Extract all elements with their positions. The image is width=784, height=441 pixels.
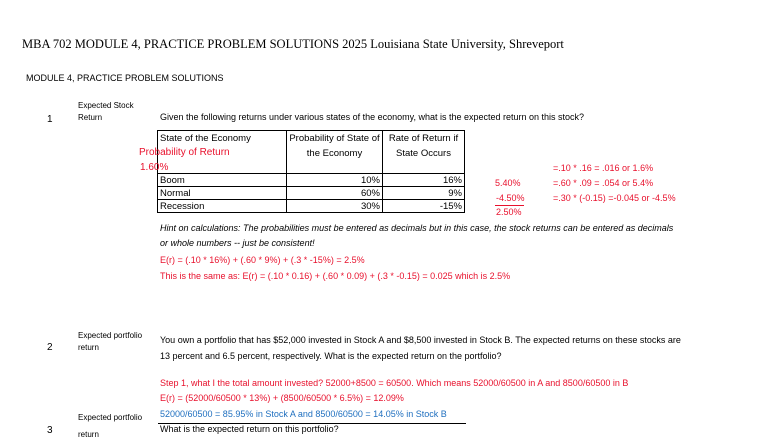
prob-cell: 10%	[287, 174, 383, 187]
rate-cell: 16%	[383, 174, 465, 187]
product-normal: 5.40%	[495, 178, 521, 188]
q2-step2: E(r) = (52000/60500 * 13%) + (8500/60500 * 6.5%) = 12.09%	[160, 393, 404, 403]
formula-2: This is the same as: E(r) = (.10 * 0.16) + (.60 * 0.09) + (.3 * -0.15) = 0.025 which is 2.5%	[160, 271, 511, 281]
section-subtitle: MODULE 4, PRACTICE PROBLEM SOLUTIONS	[26, 73, 224, 83]
table-row	[158, 187, 465, 200]
product-recession: -4.50%	[496, 193, 525, 203]
header-state: State of the Economy	[158, 131, 287, 174]
question-number-3: 3	[47, 425, 53, 436]
q2-step1: Step 1, what I the total amount invested? 52000+8500 = 60500. Which means 52000/60500 in A and 8500/60500 in B	[160, 378, 629, 388]
calc-boom: =.10 * .16 = .016 or 1.6%	[553, 163, 654, 173]
sum-underline	[495, 205, 524, 206]
q3-question: What is the expected return on this portfolio?	[160, 424, 339, 434]
question-number-2: 2	[47, 342, 53, 353]
prob-cell: 30%	[287, 200, 383, 213]
q2-label-line1: Expected portfolio	[78, 331, 143, 340]
state-cell: Recession	[158, 200, 287, 213]
hint-line2: or whole numbers -- just be consistent!	[160, 238, 315, 248]
header-rate-of-return: Rate of Return if State Occurs	[383, 131, 465, 174]
rate-cell: -15%	[383, 200, 465, 213]
returns-table	[157, 130, 465, 213]
q3-label-line1: Expected portfolio	[78, 413, 143, 422]
rate-cell: 9%	[383, 187, 465, 200]
prob-cell: 60%	[287, 187, 383, 200]
question-number-1: 1	[47, 114, 53, 125]
product-total: 2.50%	[496, 207, 522, 217]
overlay-label: Probability of Return	[139, 147, 230, 158]
q2-question-line1: You own a portfolio that has $52,000 invested in Stock A and $8,500 invested in Stock B. The expected returns on these stocks are	[160, 335, 681, 345]
overlay-value: 1.60%	[140, 162, 169, 173]
header-probability: Probability of State of the Economy	[287, 131, 383, 174]
q1-label-line1: Expected Stock	[78, 101, 134, 110]
q3-label-line2: return	[78, 430, 99, 439]
state-cell: Boom	[158, 174, 287, 187]
formula-1: E(r) = (.10 * 16%) + (.60 * 9%) + (.3 * -15%) = 2.5%	[160, 255, 365, 265]
calc-normal: =.60 * .09 = .054 or 5.4%	[553, 178, 654, 188]
state-cell: Normal	[158, 187, 287, 200]
calc-recession: =.30 * (-0.15) =-0.045 or -4.5%	[553, 193, 676, 203]
q2-question-line2: 13 percent and 6.5 percent, respectively. What is the expected return on the portfolio?	[160, 351, 502, 361]
q1-question: Given the following returns under various states of the economy, what is the expected return on this stock?	[160, 112, 585, 122]
document-title: MBA 702 MODULE 4, PRACTICE PROBLEM SOLUTIONS 2025 Louisiana State University, Shreveport	[22, 37, 564, 51]
q1-label-line2: Return	[78, 113, 103, 122]
table-row	[158, 200, 465, 213]
table-row	[158, 174, 465, 187]
hint-line1: Hint on calculations: The probabilities must be entered as decimals but in this case, the stock returns can be entered as decimals	[160, 223, 674, 233]
q2-weights: 52000/60500 = 85.95% in Stock A and 8500/60500 = 14.05% in Stock B	[160, 409, 447, 419]
q2-label-line2: return	[78, 343, 99, 352]
